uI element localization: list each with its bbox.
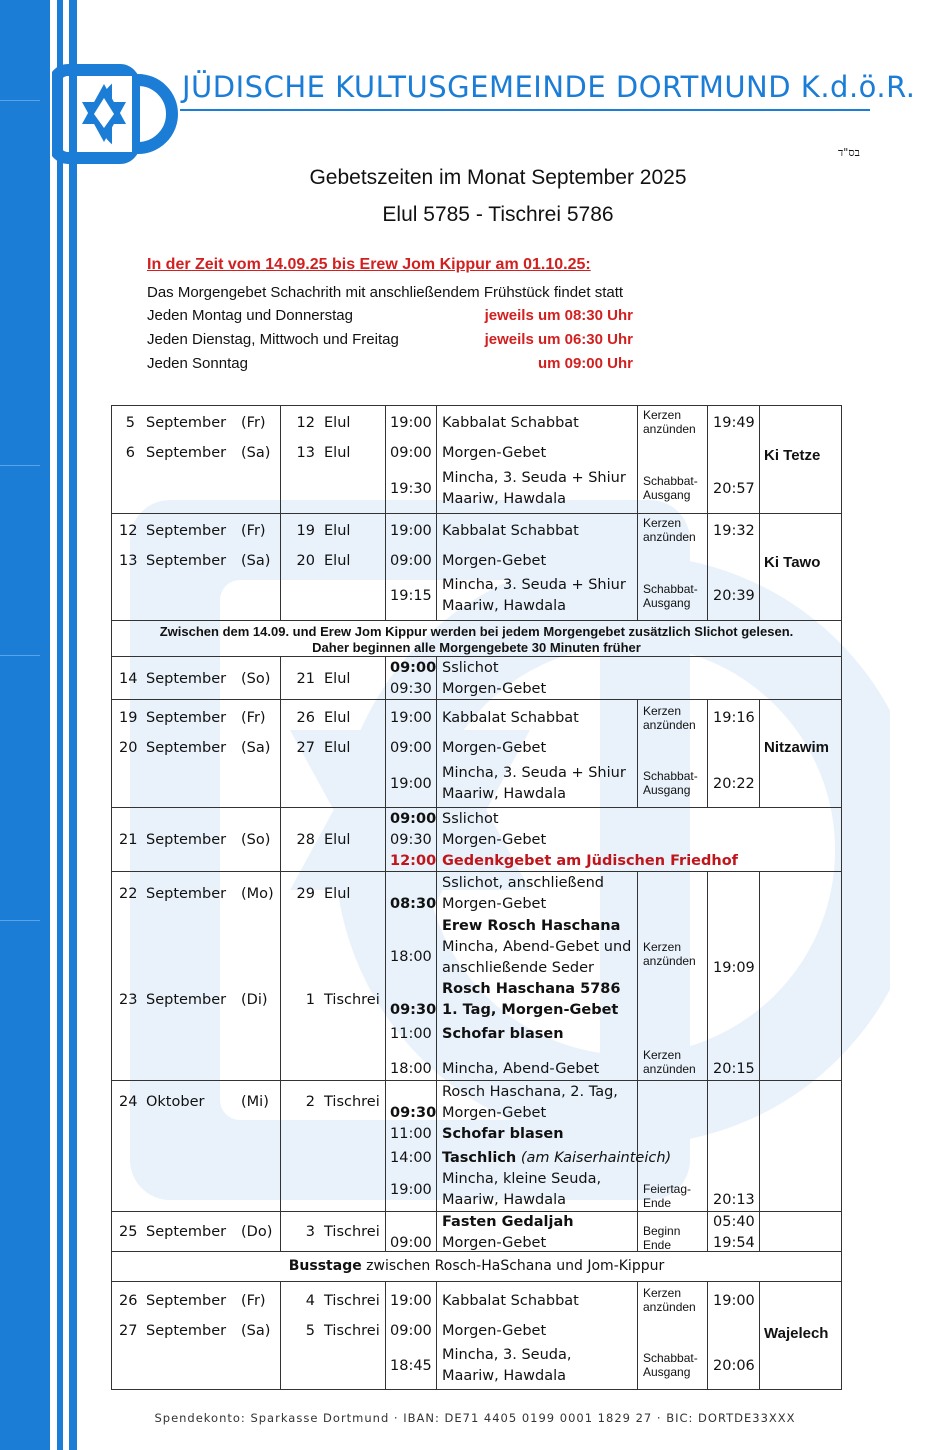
slichot-note: Zwischen dem 14.09. und Erew Jom Kippur werden bei jedem Morgengebet zusätzlich Slichot gelesen. [159,624,794,639]
cell-event: Kabbalat Schabbat [442,523,579,539]
cell-hebrew-month: Tischrei [324,992,380,1008]
cell-event: Sslichot [442,660,499,676]
cell-candle-time: 20:57 [713,481,755,497]
cell-hebrew-day: 26 [296,710,315,726]
cell-weekday: (Mi) [241,1094,269,1110]
cell-hebrew-month: Elul [324,886,351,902]
cell-time: 09:00 [390,1323,432,1339]
cell-weekday: (Sa) [241,445,271,461]
cell-hebrew-month: Elul [324,523,351,539]
notice-heading: In der Zeit vom 14.09.25 bis Erew Jom Kippur am 01.10.25: [147,256,591,273]
cell-weekday: (Fr) [241,415,266,431]
cell-hebrew-month: Elul [324,415,351,431]
cell-month: September [146,445,227,461]
cell-time: 11:00 [390,1126,432,1142]
cell-weekday: (Fr) [241,1293,266,1309]
cell-hebrew-month: Elul [324,671,351,687]
cell-event: Mincha, 3. Seuda + Shiur [442,470,626,486]
cell-month: September [146,832,227,848]
cell-event: Maariw, Hawdala [442,1368,567,1384]
cell-event: Morgen-Gebet [442,445,547,461]
stripe-tick [0,465,40,466]
cell-event: Kabbalat Schabbat [442,415,579,431]
cell-candle-time: 19:16 [713,710,755,726]
cell-day: 14 [119,671,138,687]
cell-event: 1. Tag, Morgen-Gebet [442,1002,619,1018]
cell-candle-time: 20:13 [713,1192,755,1208]
cell-caption: anzünden [643,954,696,968]
cell-time: 09:00 [390,811,437,827]
cell-event: anschließende Seder [442,960,594,976]
cell-time: 18:45 [390,1358,432,1374]
page-title: Gebetszeiten im Monat September 2025 [309,166,687,189]
cell-candle-time: 20:06 [713,1358,755,1374]
cell-day: 22 [119,886,138,902]
cell-event: Morgen-Gebet [442,740,547,756]
stripe-tick [0,920,40,921]
cell-time: 08:30 [390,896,437,912]
cell-hebrew-month: Tischrei [324,1224,380,1240]
cell-time: 09:30 [390,1002,437,1018]
cell-month: Oktober [146,1094,205,1110]
cell-hebrew-day: 28 [296,832,315,848]
cell-caption: Beginn [643,1224,681,1238]
notice-time: jeweils um 06:30 Uhr [484,331,633,348]
busstage-note: Busstage zwischen Rosch-HaSchana und Jom-Kippur [288,1258,665,1274]
cell-weekday: (Mo) [241,886,274,902]
cell-hebrew-day: 13 [296,445,315,461]
cell-time: 09:00 [390,445,432,461]
cell-month: September [146,740,227,756]
cell-event: Morgen-Gebet [442,1235,547,1251]
notice-days: Jeden Dienstag, Mittwoch und Freitag [147,331,399,348]
cell-time: 19:00 [390,1182,432,1198]
cell-caption: anzünden [643,1300,696,1314]
cell-month: September [146,1293,227,1309]
cell-candle-time: 19:32 [713,523,755,539]
cell-time: 11:00 [390,1026,432,1042]
cell-event: Schofar blasen [442,1126,564,1142]
cell-caption: Kerzen [643,704,682,718]
cell-candle-time: 19:09 [713,960,755,976]
cell-hebrew-day: 29 [296,886,315,902]
cell-day: 12 [119,523,138,539]
cell-weekday: (Fr) [241,710,266,726]
cell-event: Morgen-Gebet [442,832,547,848]
cell-caption: Kerzen [643,940,682,954]
cell-time: 19:15 [390,588,432,604]
cell-caption: Ausgang [643,596,691,610]
bsd-mark: בס"ד [838,146,860,159]
cell-event: Rosch Haschana 5786 [442,981,621,997]
cell-time: 19:00 [390,710,432,726]
cell-month: September [146,886,227,902]
notice-intro: Das Morgengebet Schachrith mit anschließendem Frühstück findet statt [147,284,624,301]
cell-day: 19 [119,710,138,726]
cell-event: Maariw, Hawdala [442,1192,567,1208]
cell-hebrew-day: 2 [305,1094,315,1110]
cell-weekday: (Sa) [241,740,271,756]
cell-day: 23 [119,992,138,1008]
cell-event: Erew Rosch Haschana [442,918,621,934]
cell-caption: Schabbat- [643,769,698,783]
parasha-name: Nitzawim [764,739,830,756]
cell-weekday: (So) [241,832,271,848]
cell-event: Mincha, Abend-Gebet [442,1061,600,1077]
cell-hebrew-day: 1 [305,992,315,1008]
cell-time: 19:00 [390,1293,432,1309]
cell-day: 24 [119,1094,138,1110]
cell-day: 26 [119,1293,138,1309]
notice-time: um 09:00 Uhr [537,355,633,372]
cell-event: Gedenkgebet am Jüdischen Friedhof [442,853,738,869]
cell-time: 09:00 [390,553,432,569]
cell-hebrew-day: 12 [296,415,315,431]
notice-days: Jeden Montag und Donnerstag [147,307,353,324]
cell-month: September [146,992,227,1008]
cell-caption: anzünden [643,530,696,544]
cell-time: 09:00 [390,660,437,676]
cell-candle-time: 20:22 [713,776,755,792]
cell-caption: Kerzen [643,1048,682,1062]
cell-hebrew-day: 3 [305,1224,315,1240]
cell-month: September [146,1323,227,1339]
cell-event: Kabbalat Schabbat [442,1293,579,1309]
cell-hebrew-month: Elul [324,445,351,461]
cell-month: September [146,1224,227,1240]
cell-candle-time: 19:00 [713,1293,755,1309]
notice-time: jeweils um 08:30 Uhr [484,307,633,324]
cell-time: 09:00 [390,740,432,756]
cell-event: Mincha, kleine Seuda, [442,1171,602,1187]
cell-candle-time: 05:40 [713,1214,755,1230]
table-row [111,1211,842,1251]
cell-event: Kabbalat Schabbat [442,710,579,726]
cell-event: Mincha, 3. Seuda + Shiur [442,765,626,781]
cell-event: Fasten Gedaljah [442,1214,574,1230]
cell-hebrew-day: 20 [296,553,315,569]
cell-caption: Ausgang [643,488,691,502]
cell-hebrew-day: 4 [305,1293,315,1309]
cell-hebrew-day: 21 [296,671,315,687]
cell-hebrew-month: Tischrei [324,1293,380,1309]
cell-caption: anzünden [643,422,696,436]
cell-event: Sslichot [442,811,499,827]
cell-caption: Kerzen [643,1286,682,1300]
cell-caption: Ausgang [643,1365,691,1379]
cell-time: 09:30 [390,681,432,697]
cell-weekday: (So) [241,671,271,687]
cell-caption: Schabbat- [643,1351,698,1365]
cell-candle-time: 19:54 [713,1235,755,1251]
cell-caption: Kerzen [643,408,682,422]
cell-day: 13 [119,553,138,569]
parasha-name: Ki Tetze [764,447,821,464]
cell-time: 19:00 [390,776,432,792]
cell-time: 14:00 [390,1150,432,1166]
cell-weekday: (Fr) [241,523,266,539]
page-subtitle: Elul 5785 - Tischrei 5786 [382,203,614,226]
cell-hebrew-month: Elul [324,740,351,756]
cell-caption: Schabbat- [643,474,698,488]
cell-day: 20 [119,740,138,756]
cell-caption: Kerzen [643,516,682,530]
cell-weekday: (Sa) [241,1323,271,1339]
stripe-tick [0,655,40,656]
cell-caption: anzünden [643,1062,696,1076]
cell-time: 09:00 [390,1235,432,1251]
cell-month: September [146,523,227,539]
cell-event: Maariw, Hawdala [442,491,567,507]
cell-day: 27 [119,1323,138,1339]
cell-caption: Ende [643,1196,672,1210]
cell-hebrew-day: 5 [305,1323,315,1339]
cell-weekday: (Do) [241,1224,273,1240]
cell-event: Morgen-Gebet [442,896,547,912]
cell-hebrew-month: Elul [324,710,351,726]
cell-event: Maariw, Hawdala [442,786,567,802]
parasha-name: Ki Tawo [764,554,821,571]
cell-weekday: (Sa) [241,553,271,569]
cell-event: Mincha, 3. Seuda + Shiur [442,577,626,593]
organization-name: JÜDISCHE KULTUSGEMEINDE DORTMUND K.d.ö.R. [182,70,916,104]
cell-event: Rosch Haschana, 2. Tag, [442,1084,618,1100]
slichot-note: Daher beginnen alle Morgengebete 30 Minuten früher [312,640,641,655]
notice-days: Jeden Sonntag [147,355,248,372]
parasha-name: Wajelech [764,1325,829,1342]
cell-candle-time: 20:39 [713,588,755,604]
cell-month: September [146,710,227,726]
cell-month: September [146,415,227,431]
cell-candle-time: 20:15 [713,1061,755,1077]
prayer-schedule-table [111,405,842,1390]
cell-day: 25 [119,1224,138,1240]
cell-hebrew-month: Tischrei [324,1094,380,1110]
header-divider [180,109,870,111]
cell-time: 19:00 [390,415,432,431]
cell-event: Sslichot, anschließend [442,875,604,891]
cell-time: 19:00 [390,523,432,539]
stripe-tick [0,100,40,101]
cell-time: 19:30 [390,481,432,497]
cell-event: Morgen-Gebet [442,553,547,569]
cell-time: 09:30 [390,832,432,848]
cell-time: 09:30 [390,1105,437,1121]
cell-caption: anzünden [643,718,696,732]
cell-day: 5 [125,415,135,431]
cell-caption: Feiertag- [643,1182,692,1196]
cell-event: Morgen-Gebet [442,681,547,697]
cell-event: Maariw, Hawdala [442,598,567,614]
cell-weekday: (Di) [241,992,268,1008]
footer-bank-details: Spendekonto: Sparkasse Dortmund · IBAN: DE71 4405 0199 0001 1829 27 · BIC: DORTDE33XXX [154,1411,796,1425]
cell-time: 18:00 [390,1061,432,1077]
cell-event: Morgen-Gebet [442,1105,547,1121]
cell-candle-time: 19:49 [713,415,755,431]
cell-event: Schofar blasen [442,1026,564,1042]
cell-day: 6 [125,445,135,461]
cell-hebrew-day: 27 [296,740,315,756]
cell-month: September [146,553,227,569]
cell-event: Morgen-Gebet [442,1323,547,1339]
cell-caption: Schabbat- [643,582,698,596]
cell-event: Mincha, Abend-Gebet und [442,939,632,955]
cell-hebrew-month: Elul [324,832,351,848]
cell-month: September [146,671,227,687]
community-logo-icon [52,62,178,164]
cell-hebrew-month: Elul [324,553,351,569]
cell-event: Taschlich (am Kaiserhainteich) [442,1150,672,1166]
cell-day: 21 [119,832,138,848]
cell-time: 18:00 [390,949,432,965]
cell-time: 12:00 [390,853,437,869]
cell-hebrew-day: 19 [296,523,315,539]
cell-hebrew-month: Tischrei [324,1323,380,1339]
cell-caption: Ende [643,1238,672,1251]
cell-caption: Ausgang [643,783,691,797]
cell-event: Mincha, 3. Seuda, [442,1347,572,1363]
